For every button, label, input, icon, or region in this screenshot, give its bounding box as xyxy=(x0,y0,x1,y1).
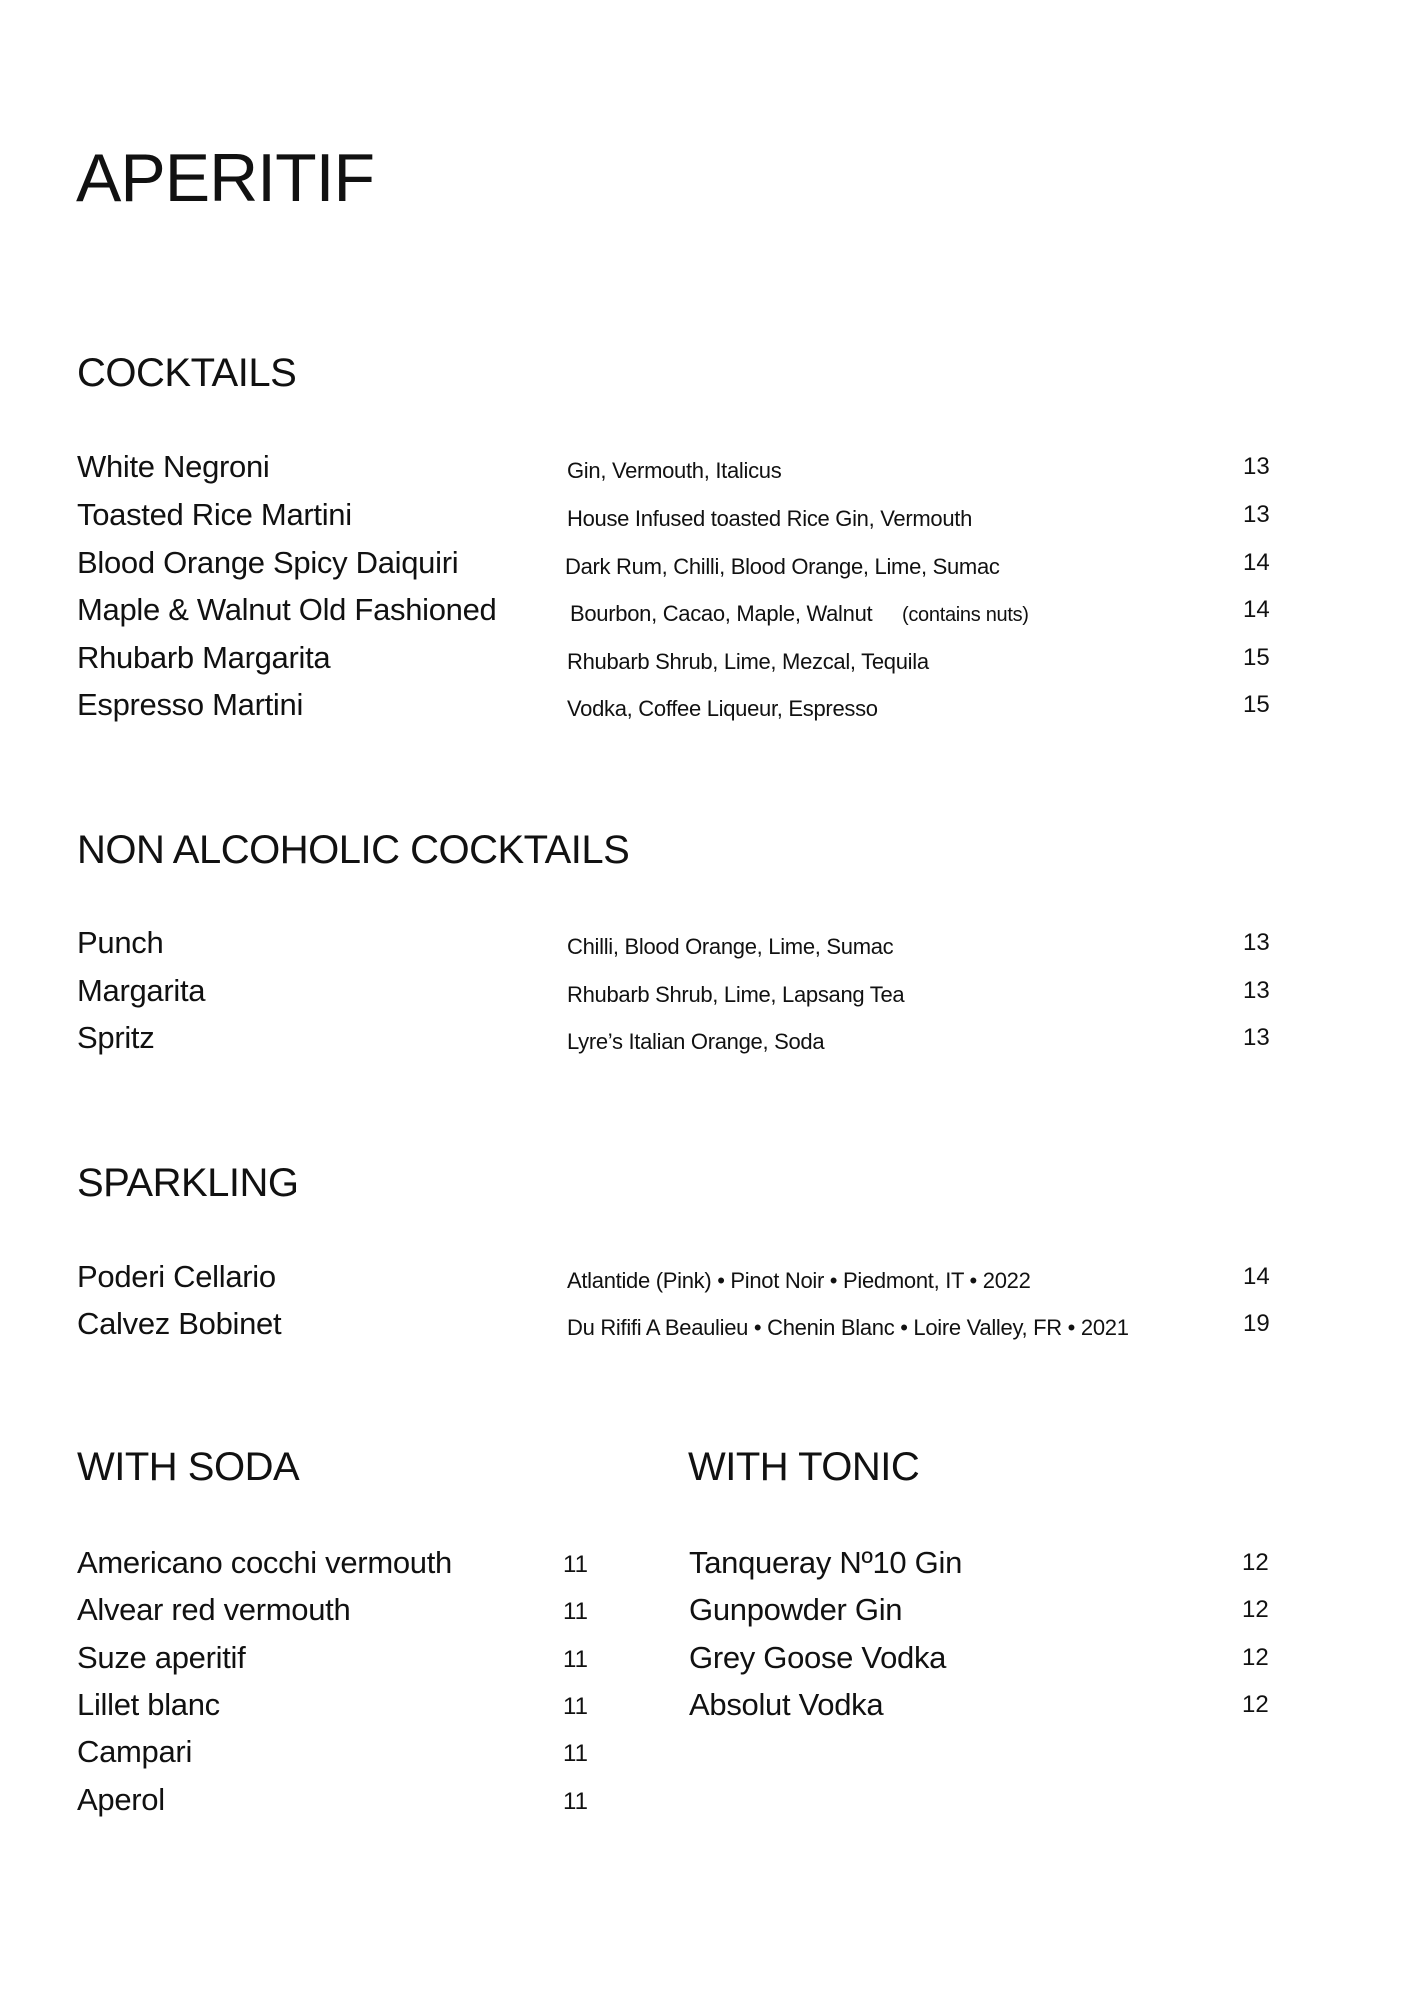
item-name: Lillet blanc xyxy=(77,1687,220,1722)
menu-item xyxy=(0,1780,700,1828)
item-name: Margarita xyxy=(77,973,206,1008)
item-price: 11 xyxy=(563,1646,588,1673)
item-price: 14 xyxy=(1243,1263,1270,1290)
item-name: White Negroni xyxy=(77,449,270,484)
item-description: House Infused toasted Rice Gin, Vermouth xyxy=(567,506,973,531)
item-price: 11 xyxy=(563,1693,588,1720)
item-price: 13 xyxy=(1243,929,1270,956)
menu-item xyxy=(0,638,1420,686)
menu-item xyxy=(0,1543,1420,1591)
allergen-note: (contains nuts) xyxy=(902,604,1029,626)
item-name: Grey Goose Vodka xyxy=(689,1640,947,1675)
item-name: Campari xyxy=(77,1734,193,1769)
item-name: Maple & Walnut Old Fashioned xyxy=(77,592,497,627)
item-name: Punch xyxy=(77,925,164,960)
item-name: Americano cocchi vermouth xyxy=(77,1545,452,1580)
section-heading-with-soda: WITH SODA xyxy=(77,1445,300,1489)
item-description: Rhubarb Shrub, Lime, Lapsang Tea xyxy=(567,982,905,1007)
item-name: Aperol xyxy=(77,1782,165,1817)
item-description: Lyre’s Italian Orange, Soda xyxy=(567,1029,825,1054)
item-description: Rhubarb Shrub, Lime, Mezcal, Tequila xyxy=(567,649,929,674)
menu-item xyxy=(0,923,1420,971)
menu-item xyxy=(0,590,1420,638)
item-name: Espresso Martini xyxy=(77,687,304,722)
item-description: Vodka, Coffee Liqueur, Espresso xyxy=(567,696,878,721)
item-price: 15 xyxy=(1243,691,1270,718)
item-name: Toasted Rice Martini xyxy=(77,497,352,532)
item-name: Calvez Bobinet xyxy=(77,1306,282,1341)
item-price: 13 xyxy=(1243,1024,1270,1051)
item-price: 14 xyxy=(1243,549,1270,576)
menu-item xyxy=(0,1732,700,1780)
section-heading-non-alcoholic: NON ALCOHOLIC COCKTAILS xyxy=(77,828,630,872)
menu-item xyxy=(0,971,1420,1019)
item-name: Poderi Cellario xyxy=(77,1259,276,1294)
item-price: 13 xyxy=(1243,501,1270,528)
item-price: 13 xyxy=(1243,453,1270,480)
menu-item xyxy=(0,685,1420,733)
item-name: Gunpowder Gin xyxy=(689,1592,903,1627)
item-price: 12 xyxy=(1242,1644,1269,1671)
item-price: 12 xyxy=(1242,1691,1269,1718)
item-name: Alvear red vermouth xyxy=(77,1592,351,1627)
item-name: Spritz xyxy=(77,1020,155,1055)
item-price: 11 xyxy=(563,1740,588,1767)
section-heading-cocktails: COCKTAILS xyxy=(77,351,297,395)
item-price: 12 xyxy=(1242,1596,1269,1623)
item-price: 14 xyxy=(1243,596,1270,623)
menu-item xyxy=(0,1257,1420,1305)
menu-item xyxy=(0,495,1420,543)
item-price: 15 xyxy=(1243,644,1270,671)
section-heading-sparkling: SPARKLING xyxy=(77,1161,299,1205)
section-heading-with-tonic: WITH TONIC xyxy=(688,1445,920,1489)
item-description: Bourbon, Cacao, Maple, Walnut xyxy=(570,601,873,626)
menu-item xyxy=(0,447,1420,495)
item-description: Gin, Vermouth, Italicus xyxy=(567,458,782,483)
menu-item xyxy=(0,1018,1420,1066)
item-name: Blood Orange Spicy Daiquiri xyxy=(77,545,459,580)
item-price: 11 xyxy=(563,1598,588,1625)
menu-item xyxy=(0,1590,1420,1638)
item-price: 11 xyxy=(563,1788,588,1815)
menu-item xyxy=(0,1638,1420,1686)
item-description: Chilli, Blood Orange, Lime, Sumac xyxy=(567,934,894,959)
item-description: Atlantide (Pink) • Pinot Noir • Piedmont, IT • 2022 xyxy=(567,1268,1031,1293)
item-description: Dark Rum, Chilli, Blood Orange, Lime, Sumac xyxy=(565,554,1000,579)
menu-item xyxy=(0,1304,1420,1352)
item-name: Suze aperitif xyxy=(77,1640,246,1675)
menu-item xyxy=(0,543,1420,591)
item-name: Rhubarb Margarita xyxy=(77,640,331,675)
item-description: Du Rififi A Beaulieu • Chenin Blanc • Loire Valley, FR • 2021 xyxy=(567,1315,1129,1340)
menu-item xyxy=(0,1685,1420,1733)
item-name: Absolut Vodka xyxy=(689,1687,884,1722)
item-price: 19 xyxy=(1243,1310,1270,1337)
item-name: Tanqueray Nº10 Gin xyxy=(689,1545,963,1580)
item-price: 13 xyxy=(1243,977,1270,1004)
item-price: 11 xyxy=(563,1551,588,1578)
page-title: APERITIF xyxy=(76,140,375,216)
item-price: 12 xyxy=(1242,1549,1269,1576)
